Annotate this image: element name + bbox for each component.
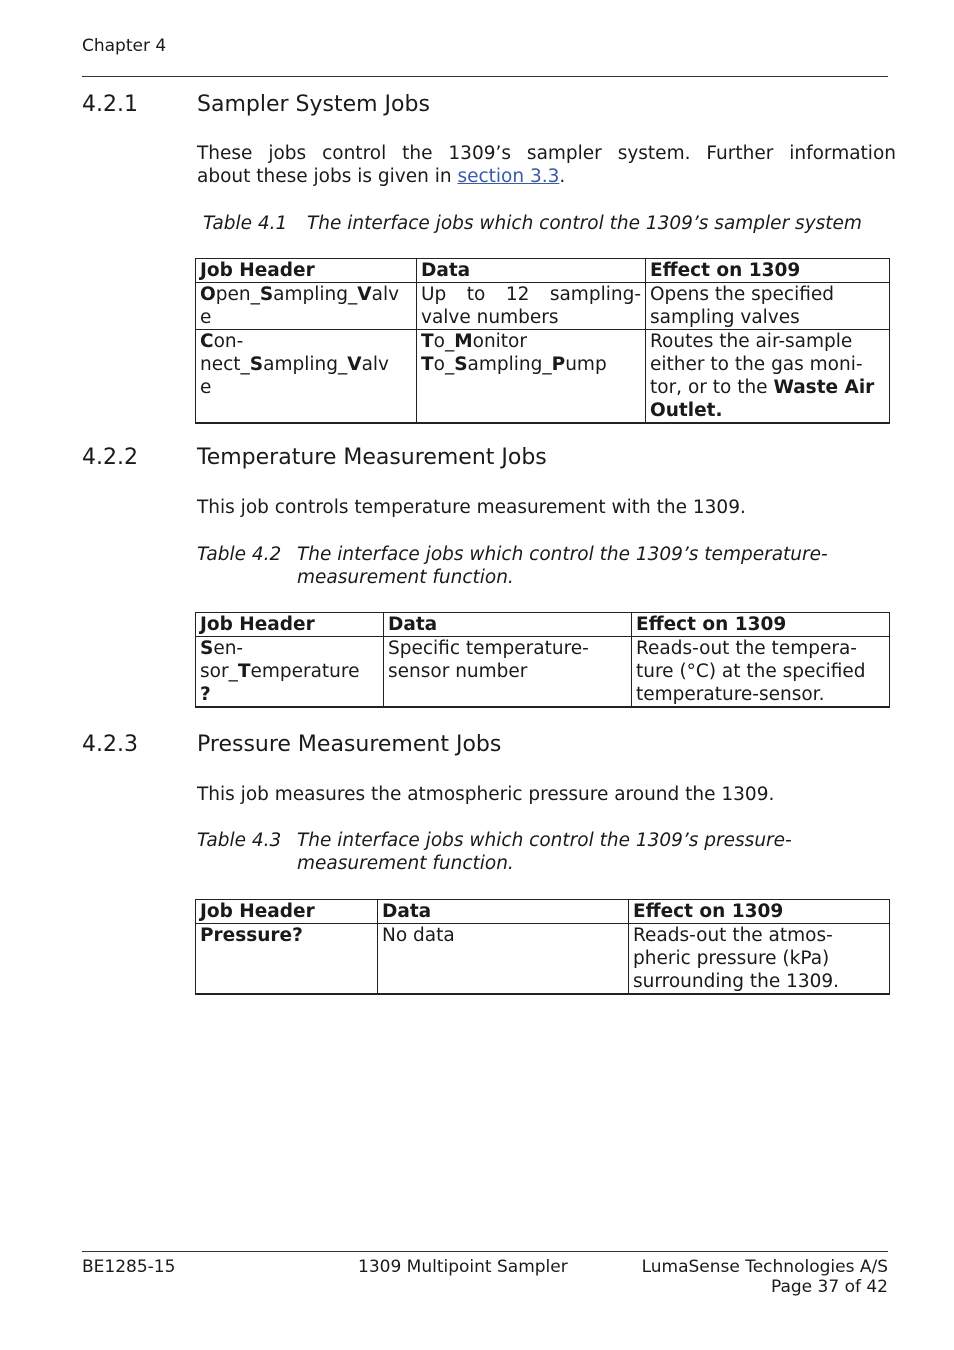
job-text: nect_ — [200, 354, 250, 375]
section-title: Temperature Measurement Jobs — [197, 445, 547, 470]
section-intro: This job controls temperature measurement with the 1309. — [197, 497, 746, 518]
job-text: sor_ — [200, 661, 238, 682]
caption-label: Table 4.1 — [203, 213, 288, 234]
job-text: alv — [361, 354, 389, 375]
data-initial: T — [421, 331, 434, 352]
table-header-row — [196, 900, 890, 924]
job-initial: V — [347, 354, 362, 375]
footer-product: 1309 Multipoint Sampler — [358, 1257, 568, 1277]
job-initial: ? — [200, 684, 211, 705]
data-text: valve numbers — [421, 307, 559, 328]
section-link[interactable]: section 3.3 — [457, 166, 560, 187]
effect-emphasis: Waste Air Outlet. — [650, 377, 875, 421]
job-text: Pressure? — [200, 925, 303, 946]
job-initial: S — [249, 354, 264, 375]
column-header: Job Header — [196, 613, 384, 637]
intro-text: about these jobs is given in — [197, 166, 458, 187]
job-initial: O — [200, 284, 216, 305]
table-header-row — [196, 259, 890, 283]
data-initial: T — [421, 354, 434, 375]
data-line — [421, 353, 641, 376]
job-header-cell — [196, 283, 417, 330]
job-text: e — [200, 307, 212, 328]
footer-doc-id: BE1285-15 — [82, 1257, 176, 1277]
data-text: ampling_ — [467, 354, 552, 375]
job-initial: S — [259, 284, 274, 305]
job-header-cell — [196, 637, 384, 708]
section-intro: This job measures the atmospheric pressure around the 1309. — [197, 784, 775, 805]
caption-text: The interface jobs which control the 1309’s temperature- — [297, 544, 828, 565]
job-text: ampling_ — [273, 284, 358, 305]
footer-rule — [82, 1251, 888, 1252]
column-header: Job Header — [196, 259, 417, 283]
chapter-label: Chapter 4 — [82, 36, 167, 56]
column-header: Effect on 1309 — [646, 259, 890, 283]
job-header-cell — [196, 330, 417, 424]
job-text: en- — [213, 638, 244, 659]
section-title: Pressure Measurement Jobs — [197, 732, 502, 757]
column-header: Data — [417, 259, 646, 283]
table-header-row — [196, 613, 890, 637]
job-text: alv — [371, 284, 400, 305]
table-caption — [197, 829, 897, 875]
footer-company: LumaSense Technologies A/S — [641, 1257, 888, 1277]
job-text: on- — [213, 331, 244, 352]
column-header: Data — [378, 900, 629, 924]
table-caption — [197, 543, 897, 589]
data-text: o_ — [433, 331, 455, 352]
table-row — [196, 924, 890, 995]
section-number: 4.2.3 — [82, 732, 138, 757]
job-initial: S — [200, 638, 214, 659]
caption-text: The interface jobs which control the 1309’s sampler system — [307, 213, 862, 234]
data-initial: P — [551, 354, 566, 375]
data-cell — [417, 283, 646, 330]
data-initial: S — [454, 354, 468, 375]
caption-label: Table 4.2 — [197, 544, 282, 565]
caption-text: The interface jobs which control the 1309’s pressure- — [297, 830, 792, 851]
job-initial: V — [357, 284, 372, 305]
table-row — [196, 330, 890, 424]
job-initial: T — [237, 661, 251, 682]
intro-line — [197, 165, 896, 188]
section-number: 4.2.1 — [82, 92, 138, 117]
column-header: Data — [384, 613, 632, 637]
job-text: e — [200, 377, 212, 398]
header-rule — [82, 76, 888, 77]
caption-text: measurement function. — [297, 567, 514, 588]
data-initial: M — [454, 331, 473, 352]
caption-label: Table 4.3 — [197, 830, 282, 851]
temperature-jobs-table — [195, 612, 890, 708]
data-line — [421, 330, 641, 353]
section-intro — [197, 142, 896, 188]
data-text: Up to 12 sampling- — [421, 284, 641, 305]
job-header-cell — [196, 924, 378, 995]
data-cell: No data — [378, 924, 629, 995]
job-text: ampling_ — [263, 354, 348, 375]
column-header: Job Header — [196, 900, 378, 924]
sampler-jobs-table — [195, 258, 890, 424]
data-cell: Specific temperature-sensor number — [384, 637, 632, 708]
job-text: pen_ — [215, 284, 260, 305]
intro-text: . — [559, 166, 566, 187]
column-header: Effect on 1309 — [629, 900, 890, 924]
caption-text: measurement function. — [297, 853, 514, 874]
table-row — [196, 283, 890, 330]
data-text: ump — [565, 354, 607, 375]
table-caption — [203, 212, 903, 235]
job-initial: C — [200, 331, 214, 352]
footer-page-number: Page 37 of 42 — [770, 1277, 888, 1297]
column-header: Effect on 1309 — [632, 613, 890, 637]
data-cell — [417, 330, 646, 424]
effect-cell — [646, 330, 890, 424]
effect-text: Routes the air-sample either to the gas moni-tor, or to the — [650, 331, 863, 398]
pressure-jobs-table — [195, 899, 890, 995]
intro-line: These jobs control the 1309’s sampler system. Further information — [197, 143, 896, 164]
effect-cell: Opens the specified sampling valves — [646, 283, 890, 330]
data-text: onitor — [472, 331, 527, 352]
effect-cell: Reads-out the tempera-ture (°C) at the specified temperature-sensor. — [632, 637, 890, 708]
section-number: 4.2.2 — [82, 445, 138, 470]
section-title: Sampler System Jobs — [197, 92, 430, 117]
effect-cell: Reads-out the atmos-pheric pressure (kPa) surrounding the 1309. — [629, 924, 890, 995]
table-row — [196, 637, 890, 708]
data-text: o_ — [433, 354, 455, 375]
job-text: emperature — [250, 661, 360, 682]
